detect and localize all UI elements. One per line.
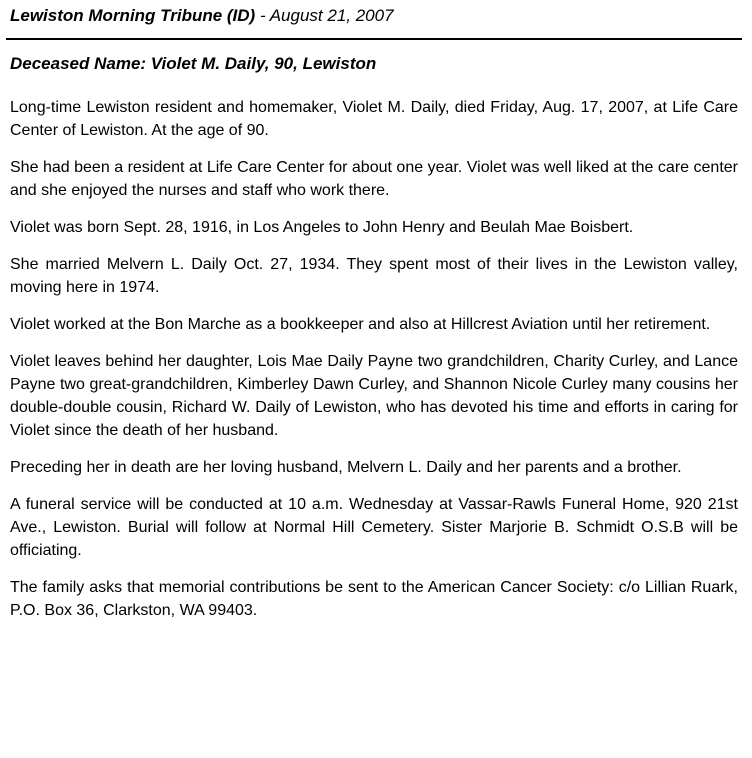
header-divider [6, 38, 742, 40]
obituary-paragraph: Violet leaves behind her daughter, Lois Mae Daily Payne two grandchildren, Charity Curley, and Lance Payne two great-grandchildren, Kimberley Dawn Curley, and Shannon Nicole Curley many cousins her double-double cousin, Richard W. Daily of Lewiston, who has devoted his time and efforts in caring for Violet since the death of her husband. [10, 353, 738, 439]
obituary-paragraph: She had been a resident at Life Care Center for about one year. Violet was well liked at the care center and she enjoyed the nurses and staff who work there. [10, 159, 738, 199]
obituary-paragraph: A funeral service will be conducted at 10 a.m. Wednesday at Vassar-Rawls Funeral Home, 920 21st Ave., Lewiston. Burial will follow at Normal Hill Cemetery. Sister Marjorie B. Schmidt O.S.B will be officiating. [10, 496, 738, 559]
obituary-paragraph: She married Melvern L. Daily Oct. 27, 1934. They spent most of their lives in the Lewiston valley, moving here in 1974. [10, 256, 738, 296]
obituary-paragraph: Violet was born Sept. 28, 1916, in Los Angeles to John Henry and Beulah Mae Boisbert. [10, 219, 634, 236]
obituary-paragraph: Preceding her in death are her loving husband, Melvern L. Daily and her parents and a brother. [10, 459, 682, 476]
obituary-paragraph: Long-time Lewiston resident and homemaker, Violet M. Daily, died Friday, Aug. 17, 2007, at Life Care Center of Lewiston. At the age of 90. [10, 99, 738, 139]
header-separator: - [255, 6, 270, 25]
obituary-paragraph: Violet worked at the Bon Marche as a bookkeeper and also at Hillcrest Aviation until her retirement. [10, 316, 711, 333]
publication-header [10, 6, 394, 26]
deceased-name-heading: Deceased Name: Violet M. Daily, 90, Lewiston [10, 54, 377, 73]
newspaper-name: Lewiston Morning Tribune (ID) [10, 6, 256, 25]
publication-date: August 21, 2007 [269, 6, 394, 25]
obituary-body [10, 96, 738, 636]
obituary-paragraph: The family asks that memorial contributions be sent to the American Cancer Society: c/o Lillian Ruark, P.O. Box 36, Clarkston, WA 99403. [10, 579, 738, 619]
